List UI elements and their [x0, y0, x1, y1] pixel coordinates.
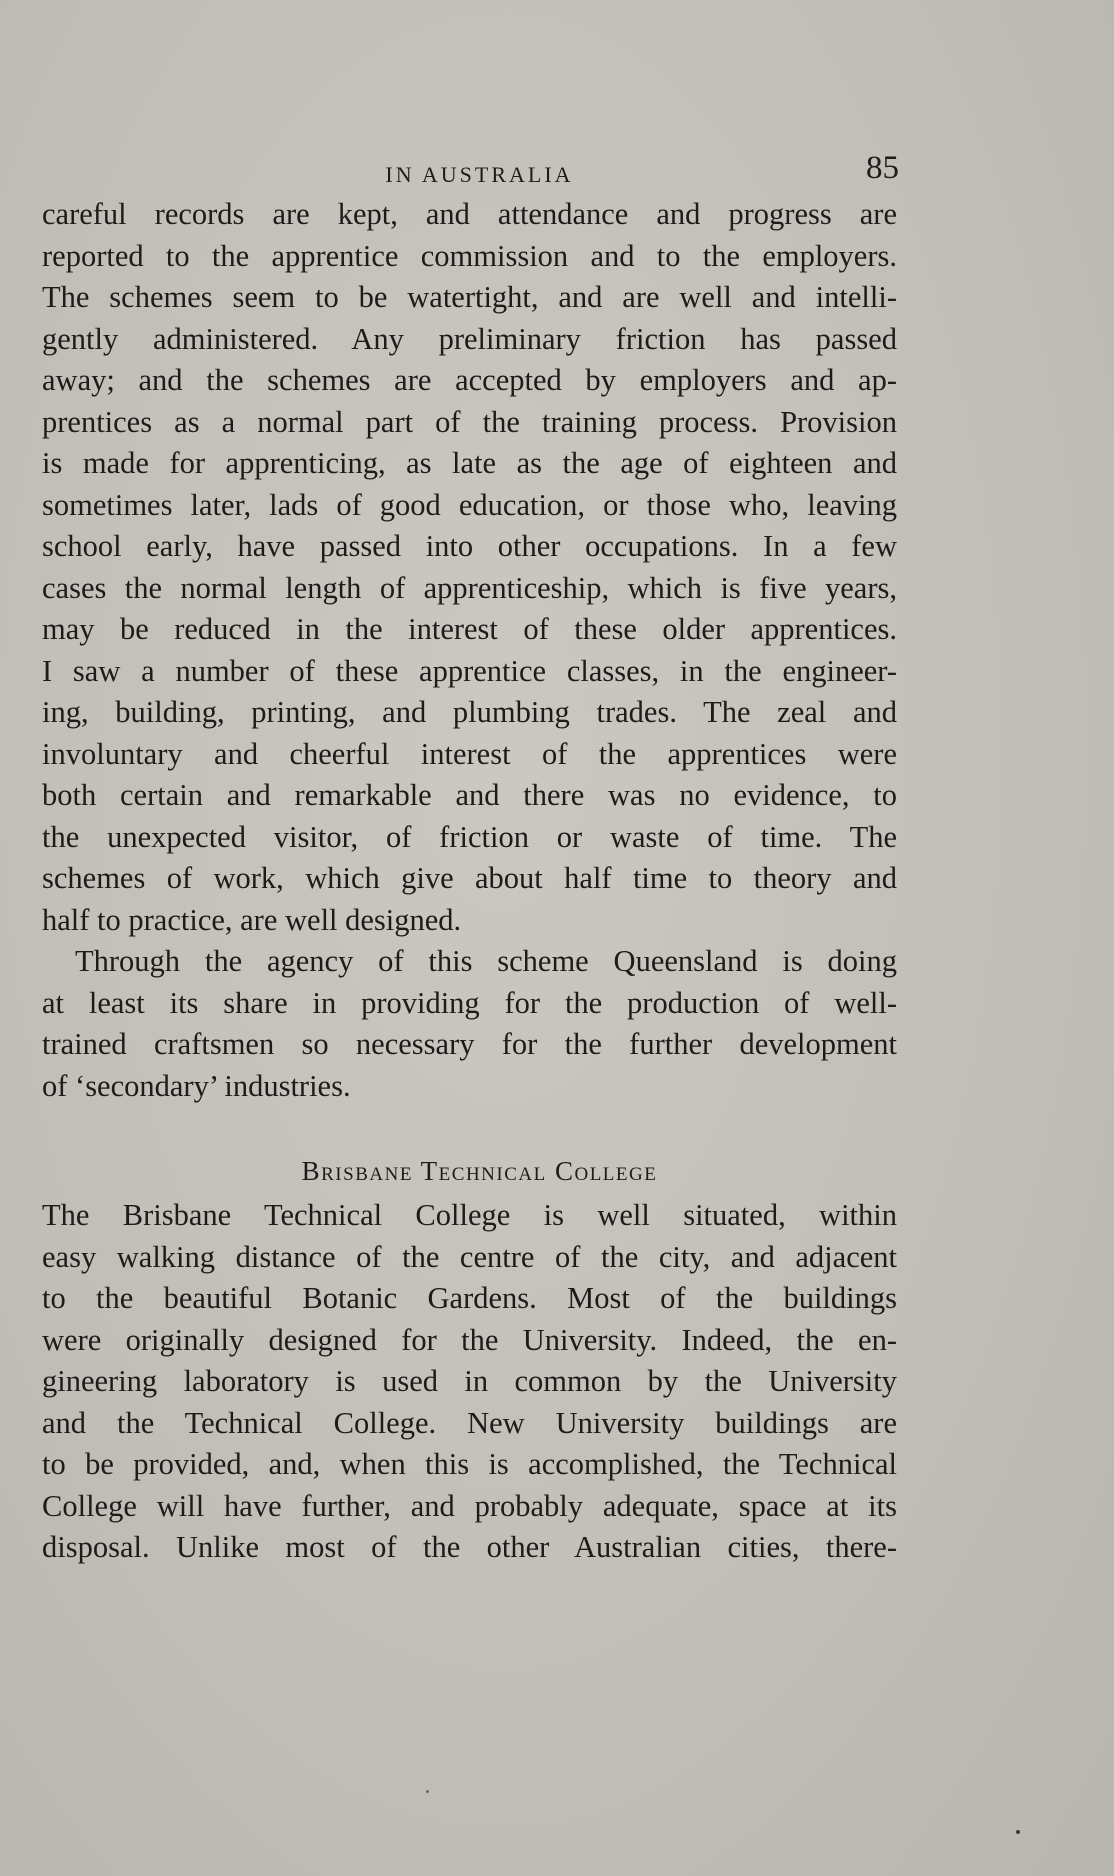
text-line: The Brisbane Technical College is well situated, within — [42, 1198, 897, 1232]
text-line: involuntary and cheerful interest of the apprentices were — [42, 736, 897, 771]
text-line: schemes of work, which give about half time to theory and — [42, 861, 897, 895]
text-line: may be reduced in the interest of these older apprentices. — [42, 612, 897, 646]
text-line: prentices as a normal part of the training process. Provision — [42, 404, 897, 439]
text-line: to be provided, and, when this is accomplished, the Technical — [42, 1447, 897, 1481]
text-line: cases the normal length of apprenticeship, which is five years, — [42, 570, 897, 605]
text-line: ing, building, printing, and plumbing trades. The zeal and — [42, 695, 897, 729]
text-line: The schemes seem to be watertight, and are well and intelli- — [42, 280, 897, 314]
paper-speck — [1016, 1830, 1020, 1834]
text-line: sometimes later, lads of good education, or those who, leaving — [42, 487, 897, 522]
text-line: both certain and remarkable and there was no evidence, to — [42, 778, 897, 812]
text-line: the unexpected visitor, of friction or waste of time. The — [42, 819, 897, 854]
running-header — [42, 150, 897, 194]
text-line: to the beautiful Botanic Gardens. Most of the buildings — [42, 1281, 897, 1315]
text-line: Through the agency of this scheme Queensland is doing — [75, 944, 897, 978]
text-line: were originally designed for the University. Indeed, the en- — [42, 1322, 897, 1357]
page-number: 85 — [866, 150, 899, 186]
text-line: College will have further, and probably adequate, space at its — [42, 1488, 897, 1523]
book-page — [42, 150, 897, 1569]
text-line: gently administered. Any preliminary friction has passed — [42, 321, 897, 356]
text-line: half to practice, are well designed. — [42, 902, 462, 937]
text-line: and the Technical College. New University buildings are — [42, 1405, 897, 1440]
text-line: of ‘secondary’ industries. — [42, 1068, 351, 1103]
text-line: careful records are kept, and attendance and progress are — [42, 197, 897, 231]
text-line: gineering laboratory is used in common by the University — [42, 1364, 897, 1398]
text-line: trained craftsmen so necessary for the further development — [42, 1027, 897, 1061]
text-line: away; and the schemes are accepted by employers and ap- — [42, 363, 897, 397]
paragraph-apprentice-schemes — [42, 194, 897, 941]
section-heading: Brisbane Technical College — [301, 1156, 658, 1186]
text-line: school early, have passed into other occupations. In a few — [42, 529, 897, 563]
text-line: reported to the apprentice commission and to the employers. — [42, 238, 897, 273]
text-line: at least its share in providing for the production of well- — [42, 985, 897, 1020]
text-line: disposal. Unlike most of the other Australian cities, there- — [42, 1530, 897, 1564]
text-line: easy walking distance of the centre of the city, and adjacent — [42, 1239, 897, 1274]
text-line: I saw a number of these apprentice classes, in the engineer- — [42, 653, 897, 688]
running-title: IN AUSTRALIA — [385, 162, 574, 187]
text-line: is made for apprenticing, as late as the age of eighteen and — [42, 446, 897, 480]
paragraph-brisbane-college — [42, 1195, 897, 1569]
paper-speck — [426, 1790, 429, 1793]
paragraph-queensland-share — [42, 941, 897, 1107]
